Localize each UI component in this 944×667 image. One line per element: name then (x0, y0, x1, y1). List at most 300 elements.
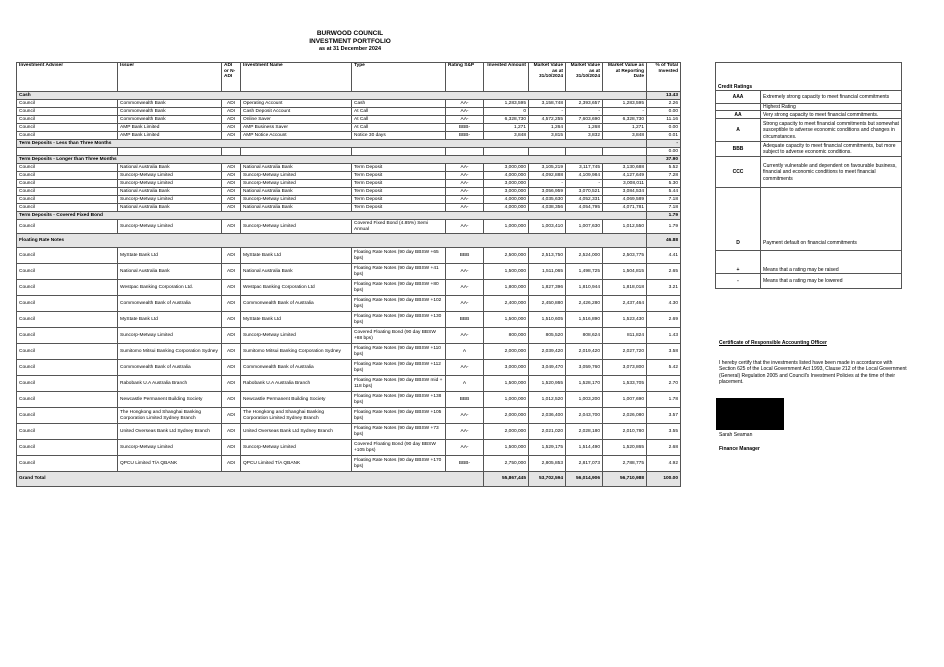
cell-type: Floating Rate Notes (90 day BBSW +80 bps) (352, 280, 446, 296)
table-row (17, 108, 681, 116)
col-adviser: Investment Adviser (17, 63, 118, 92)
cell-pct: 1.78 (647, 392, 681, 408)
cell-pct: 2.26 (647, 100, 681, 108)
cell-adi: ADI (222, 108, 241, 116)
cell-pct: 5.42 (647, 360, 681, 376)
section-pct: 1.79 (647, 212, 681, 220)
cell-adi: ADI (222, 196, 241, 204)
cell-name: Cash Deposit Account (241, 108, 352, 116)
section-cash (17, 92, 681, 100)
rating-code: - (716, 274, 761, 289)
cell-invested: 4,000,000 (484, 196, 529, 204)
cell-rating: AA- (446, 180, 484, 188)
cell-mv2: 3,832 (566, 132, 603, 140)
table-row (17, 180, 681, 188)
blank-pct: 0.00 (647, 148, 681, 156)
table-row (17, 164, 681, 172)
cell-adviser: Council (17, 296, 118, 312)
cell-mv1: 3,815 (529, 132, 566, 140)
cell-name: Suncorp-Metway Limited (241, 220, 352, 234)
cell-adviser: Council (17, 248, 118, 264)
table-header-row (17, 63, 681, 92)
cell-mv3: 1,271 (603, 124, 647, 132)
cell-mv2: - (566, 180, 603, 188)
rating-code (716, 104, 761, 111)
cell-name: United Overseas Bank Ltd Sydney Branch (241, 424, 352, 440)
cell-adviser: Council (17, 456, 118, 472)
cell-mv2: 3,070,521 (566, 188, 603, 196)
cell-type: At Call (352, 124, 446, 132)
cell-type: Cash (352, 100, 446, 108)
cell-adi: ADI (222, 172, 241, 180)
cell-mv2: 2,019,420 (566, 344, 603, 360)
cell-mv1: 2,039,420 (529, 344, 566, 360)
cell-rating: BBB (446, 312, 484, 328)
rating-desc: Means that a rating may be raised (761, 251, 902, 274)
cell-adi: ADI (222, 408, 241, 424)
cell-mv2: 7,603,690 (566, 116, 603, 124)
cell-adviser: Council (17, 188, 118, 196)
cell-issuer: Suncorp-Metway Limited (118, 328, 222, 344)
cell-pct: 2.70 (647, 376, 681, 392)
cell-pct: 1.79 (647, 220, 681, 234)
cell-adi: ADI (222, 116, 241, 124)
cell-mv3: 1,523,430 (603, 312, 647, 328)
cell-rating: BBB- (446, 132, 484, 140)
cell-mv1: 805,520 (529, 328, 566, 344)
cell-adviser: Council (17, 220, 118, 234)
grand-total-row (17, 472, 681, 487)
cell-invested: 3,000,000 (484, 360, 529, 376)
cell-issuer: Rabobank U.A Australia Branch (118, 376, 222, 392)
cell-type: Term Deposit (352, 180, 446, 188)
table-row (17, 280, 681, 296)
cell-type: Term Deposit (352, 196, 446, 204)
table-row (17, 204, 681, 212)
cell-adi: ADI (222, 204, 241, 212)
cell-adi: ADI (222, 280, 241, 296)
cell-invested: 1,500,000 (484, 376, 529, 392)
cell-name: Sumitomo Mitsui Banking Corporation Sydney (241, 344, 352, 360)
cell-adi: ADI (222, 360, 241, 376)
cell-type: Floating Rate Notes (90 day BBSW +112 bps) (352, 360, 446, 376)
cell-adi: ADI (222, 188, 241, 196)
rating-code: BBB (716, 142, 761, 157)
cell-mv2: 3,059,760 (566, 360, 603, 376)
cell-pct: 0.00 (647, 108, 681, 116)
cell-adi: ADI (222, 424, 241, 440)
col-name: Investment Name (241, 63, 352, 92)
cell-rating: AA- (446, 328, 484, 344)
cell-mv2: - (566, 108, 603, 116)
cell-type: Floating Rate Notes (90 day BBSW +130 bps) (352, 312, 446, 328)
section-title: Floating Rate Notes (17, 234, 647, 248)
cell-name: Suncorp-Metway Limited (241, 196, 352, 204)
section-td-short (17, 140, 681, 148)
cell-mv1: 4,092,888 (529, 172, 566, 180)
table-row (17, 248, 681, 264)
cell-issuer: Commonwealth Bank of Australia (118, 296, 222, 312)
cell-mv2: 1,498,725 (566, 264, 603, 280)
cell-name: National Australia Bank (241, 204, 352, 212)
cell-invested: 4,000,000 (484, 172, 529, 180)
cell-mv1: 1,264 (529, 124, 566, 132)
col-invested: Invested Amount (484, 63, 529, 92)
credit-ratings-title: Credit Ratings (716, 63, 761, 91)
cell-mv3: 3,073,800 (603, 360, 647, 376)
table-row (17, 344, 681, 360)
cell-pct: 7.18 (647, 204, 681, 212)
table-row (17, 456, 681, 472)
cell-adviser: Council (17, 328, 118, 344)
credit-rating-row (716, 251, 902, 274)
cell-pct: 0.01 (647, 132, 681, 140)
cell-issuer: National Australia Bank (118, 264, 222, 280)
cell-rating: AA- (446, 116, 484, 124)
grand-total-pct: 100.00 (647, 472, 681, 487)
cell-mv1: 2,021,020 (529, 424, 566, 440)
rating-code: AA (716, 111, 761, 119)
cell-name: Commonwealth Bank of Australia (241, 360, 352, 376)
cell-invested: 2,000,000 (484, 344, 529, 360)
cell-adviser: Council (17, 344, 118, 360)
table-row (17, 220, 681, 234)
cell-mv3: - (603, 108, 647, 116)
cell-type: Floating Rate Notes (90 day BBSW mid + 118 bps) (352, 376, 446, 392)
cell-adviser: Council (17, 196, 118, 204)
cell-mv3: 1,504,815 (603, 264, 647, 280)
cell-name: Online Saver (241, 116, 352, 124)
credit-rating-row (716, 157, 902, 188)
section-pct: 46.88 (647, 234, 681, 248)
cell-issuer: National Australia Bank (118, 204, 222, 212)
cell-mv3: 2,437,464 (603, 296, 647, 312)
cell-mv2: 4,054,795 (566, 204, 603, 212)
cell-adviser: Council (17, 360, 118, 376)
cell-issuer: AMP Bank Limited (118, 124, 222, 132)
cell-mv3: 3,008,011 (603, 180, 647, 188)
cell-adviser: Council (17, 280, 118, 296)
cell-rating: AA- (446, 296, 484, 312)
cell-rating: A (446, 376, 484, 392)
cell-rating: AA- (446, 424, 484, 440)
cell-name: Commonwealth Bank of Australia (241, 296, 352, 312)
cell-mv1: 3,049,470 (529, 360, 566, 376)
grand-total-invested: 55,867,445 (484, 472, 529, 487)
table-row (17, 172, 681, 180)
table-row (17, 392, 681, 408)
cell-adi: ADI (222, 296, 241, 312)
cell-mv3: 4,069,589 (603, 196, 647, 204)
cell-rating: BBB (446, 392, 484, 408)
table-row (17, 116, 681, 124)
cell-issuer: Suncorp-Metway Limited (118, 196, 222, 204)
cell-mv3: 3,848 (603, 132, 647, 140)
cell-mv3: 2,027,720 (603, 344, 647, 360)
cell-issuer: United Overseas Bank Ltd Sydney Branch (118, 424, 222, 440)
cell-adviser: Council (17, 132, 118, 140)
credit-rating-row (716, 274, 902, 289)
cell-adviser: Council (17, 180, 118, 188)
cell-adviser: Council (17, 164, 118, 172)
cell-pct: 1.43 (647, 328, 681, 344)
cell-invested: 1,800,000 (484, 280, 529, 296)
cell-rating: AA- (446, 360, 484, 376)
cell-type: At Call (352, 108, 446, 116)
cell-name: Suncorp-Metway Limited (241, 180, 352, 188)
cell-adi: ADI (222, 344, 241, 360)
cell-name: MyState Bank Ltd (241, 312, 352, 328)
cell-mv1: 3,105,219 (529, 164, 566, 172)
cell-issuer: Commonwealth Bank (118, 108, 222, 116)
table-row (17, 408, 681, 424)
cell-type: Floating Rate Notes (90 day BBSW +110 bps) (352, 344, 446, 360)
table-row (17, 124, 681, 132)
cell-mv3: 1,520,865 (603, 440, 647, 456)
table-row (17, 188, 681, 196)
cell-adi: ADI (222, 456, 241, 472)
cell-type: Floating Rate Notes (90 day BBSW +138 bps) (352, 392, 446, 408)
credit-ratings-header (716, 63, 902, 91)
report-subtitle: INVESTMENT PORTFOLIO (309, 38, 391, 45)
section-pct: 13.43 (647, 92, 681, 100)
cell-type: Term Deposit (352, 204, 446, 212)
cell-invested: 3,000,000 (484, 188, 529, 196)
rating-desc: Adequate capacity to meet financial commitments, but more subject to adverse economic conditions. (761, 142, 902, 157)
cell-mv2: 2,028,180 (566, 424, 603, 440)
cell-mv3: 1,007,690 (603, 392, 647, 408)
cell-invested: 1,283,595 (484, 100, 529, 108)
cell-mv3: 1,533,705 (603, 376, 647, 392)
cell-mv1: 1,003,410 (529, 220, 566, 234)
credit-rating-row (716, 119, 902, 142)
cell-type: Term Deposit (352, 164, 446, 172)
rating-desc: Highest Rating (761, 104, 902, 111)
cell-name: Operating Account (241, 100, 352, 108)
cell-pct: 5.30 (647, 180, 681, 188)
report-date: as at 31 December 2024 (318, 46, 382, 52)
table-row (17, 312, 681, 328)
cell-mv2: 1,810,944 (566, 280, 603, 296)
cell-mv1: 4,572,255 (529, 116, 566, 124)
cell-rating: AA- (446, 280, 484, 296)
cell-invested: 4,000,000 (484, 204, 529, 212)
cell-rating: BBB- (446, 456, 484, 472)
cell-mv3: 811,824 (603, 328, 647, 344)
cell-name: Westpac Banking Corporation Ltd (241, 280, 352, 296)
cell-rating: AA- (446, 408, 484, 424)
rating-desc: Means that a rating may be lowered (761, 274, 902, 289)
cell-mv1: 3,158,748 (529, 100, 566, 108)
cell-invested: 2,400,000 (484, 296, 529, 312)
col-mv2: Market Value as at 31/10/2024 (566, 63, 603, 92)
cell-mv2: 1,528,170 (566, 376, 603, 392)
table-row-blank (17, 148, 681, 156)
section-title: Term Deposits - Longer than Three Months (17, 156, 647, 164)
cell-mv3: 3,084,534 (603, 188, 647, 196)
table-row (17, 264, 681, 280)
cell-mv2: 808,624 (566, 328, 603, 344)
cell-rating: AA- (446, 172, 484, 180)
grand-total-label: Grand Total (17, 472, 484, 487)
cell-invested: 2,750,000 (484, 456, 529, 472)
cell-issuer: Commonwealth Bank of Australia (118, 360, 222, 376)
table-row (17, 440, 681, 456)
cell-issuer: AMP Bank Limited (118, 132, 222, 140)
cell-invested: 3,848 (484, 132, 529, 140)
cell-type: Notice 30 days (352, 132, 446, 140)
cell-pct: 3.21 (647, 280, 681, 296)
cell-issuer: National Australia Bank (118, 164, 222, 172)
cell-pct: 2.65 (647, 264, 681, 280)
rating-desc: Extremely strong capacity to meet financial commitments (761, 91, 902, 104)
cell-invested: 1,000,000 (484, 392, 529, 408)
section-title: Term Deposits - Covered Fixed Bond (17, 212, 647, 220)
cell-mv2: 3,117,745 (566, 164, 603, 172)
cell-adi: ADI (222, 440, 241, 456)
cell-adi: ADI (222, 132, 241, 140)
cell-type: Covered Floating Bond (90 day BBSW +88 bps) (352, 328, 446, 344)
cell-issuer: Suncorp-Metway Limited (118, 180, 222, 188)
cell-pct: 5.52 (647, 164, 681, 172)
cell-name: National Australia Bank (241, 164, 352, 172)
cell-adviser: Council (17, 100, 118, 108)
cell-mv3: 3,130,688 (603, 164, 647, 172)
cell-mv1: 3,056,959 (529, 188, 566, 196)
cell-adviser: Council (17, 392, 118, 408)
rating-code: + (716, 251, 761, 274)
rating-desc: Payment default on financial commitments (761, 188, 902, 251)
cell-name: National Australia Bank (241, 188, 352, 196)
cell-name: AMP Business Saver (241, 124, 352, 132)
cell-mv1: 1,012,520 (529, 392, 566, 408)
cell-pct: 4.30 (647, 296, 681, 312)
cell-name: Rabobank U.A Australia Branch (241, 376, 352, 392)
rating-code: D (716, 188, 761, 251)
cell-mv2: 2,817,073 (566, 456, 603, 472)
col-pct: % of Total Invested (647, 63, 681, 92)
cell-mv3: 6,328,730 (603, 116, 647, 124)
cell-mv2: 2,043,700 (566, 408, 603, 424)
cell-rating: AA- (446, 204, 484, 212)
credit-rating-row (716, 91, 902, 104)
certificate-title: Certificate of Responsible Accounting Officer (719, 340, 827, 346)
cell-rating: AA- (446, 220, 484, 234)
cell-rating: BBB- (446, 124, 484, 132)
cell-rating: AA- (446, 264, 484, 280)
table-row (17, 296, 681, 312)
cell-mv2: 2,426,280 (566, 296, 603, 312)
cell-pct: 11.16 (647, 116, 681, 124)
cell-invested: 3,000,000 (484, 164, 529, 172)
report-header (0, 30, 700, 53)
cell-mv1: 4,035,630 (529, 196, 566, 204)
cell-issuer: Suncorp-Metway Limited (118, 172, 222, 180)
cell-mv3: 1,012,550 (603, 220, 647, 234)
cell-adviser: Council (17, 116, 118, 124)
cell-type: Floating Rate Notes (90 day BBSW +170 bps) (352, 456, 446, 472)
cell-invested: 1,500,000 (484, 264, 529, 280)
col-mv1: Market Value as at 31/10/2024 (529, 63, 566, 92)
cell-invested: 2,500,000 (484, 248, 529, 264)
cell-adi: ADI (222, 376, 241, 392)
cell-adi: ADI (222, 124, 241, 132)
cell-pct: 3.57 (647, 408, 681, 424)
cell-adi: ADI (222, 164, 241, 172)
cell-invested: 2,000,000 (484, 408, 529, 424)
cell-adi: ADI (222, 312, 241, 328)
rating-code: CCC (716, 157, 761, 188)
cell-rating: AA- (446, 196, 484, 204)
cell-mv1: 1,511,065 (529, 264, 566, 280)
cell-mv2: 4,052,331 (566, 196, 603, 204)
table-row (17, 376, 681, 392)
cell-adviser: Council (17, 172, 118, 180)
col-type: Type (352, 63, 446, 92)
signature-redacted (716, 398, 784, 430)
cell-mv1: 1,827,396 (529, 280, 566, 296)
section-covered (17, 212, 681, 220)
cell-pct: 4.92 (647, 456, 681, 472)
cell-adi: ADI (222, 392, 241, 408)
cell-name: Suncorp-Metway Limited (241, 328, 352, 344)
cell-mv2: 2,524,000 (566, 248, 603, 264)
cell-mv1: 2,450,880 (529, 296, 566, 312)
cell-adi: ADI (222, 100, 241, 108)
cell-rating: AA- (446, 440, 484, 456)
cell-issuer: MyState Bank Ltd (118, 312, 222, 328)
investment-portfolio-table (16, 62, 681, 487)
cell-mv3: 2,503,775 (603, 248, 647, 264)
cell-type: Floating Rate Notes (90 day BBSW +73 bps) (352, 424, 446, 440)
cell-mv2: 4,109,984 (566, 172, 603, 180)
cell-issuer: MyState Bank Ltd (118, 248, 222, 264)
col-issuer: Issuer (118, 63, 222, 92)
cell-mv2: 1,007,630 (566, 220, 603, 234)
cell-adviser: Council (17, 408, 118, 424)
cell-adviser: Council (17, 204, 118, 212)
cell-type: Term Deposit (352, 172, 446, 180)
table-row (17, 196, 681, 204)
cell-type: Covered Floating Bond (90 day BBSW +105 bps) (352, 440, 446, 456)
certificate (719, 340, 909, 385)
cell-pct: 7.28 (647, 172, 681, 180)
cell-rating: A (446, 344, 484, 360)
cell-issuer: National Australia Bank (118, 188, 222, 196)
cell-mv2: 1,514,490 (566, 440, 603, 456)
cell-mv2: 1,268 (566, 124, 603, 132)
col-mv3: Market Value as at Reporting Date (603, 63, 647, 92)
cell-invested: 1,500,000 (484, 312, 529, 328)
cell-name: The Hongkong and Shanghai Banking Corporation Limited Sydney Branch (241, 408, 352, 424)
cell-invested: 1,000,000 (484, 220, 529, 234)
report-title: BURWOOD COUNCIL (316, 30, 384, 37)
cell-adviser: Council (17, 108, 118, 116)
grand-total-mv3: 56,710,988 (603, 472, 647, 487)
certificate-text: I hereby certify that the investments listed have been made in accordance with Section 625 of the Local Government Act 1993, Clause 212 of the Local Government (General) Regulation 2005 and Council's Investment Policies at the time of their placement. (719, 360, 907, 385)
cell-mv1: 1,529,175 (529, 440, 566, 456)
cell-mv3: 4,127,649 (603, 172, 647, 180)
credit-rating-row (716, 188, 902, 251)
cell-pct: 5.44 (647, 188, 681, 196)
cell-issuer: Westpac Banking Corporation Ltd. (118, 280, 222, 296)
section-td-long (17, 156, 681, 164)
cell-type: Floating Rate Notes (90 day BBSW +102 bps) (352, 296, 446, 312)
rating-desc: Currently vulnerable and dependent on favourable business, financial and economic conditions to meet financial commitments (761, 157, 902, 188)
cell-rating: BBB (446, 248, 484, 264)
cell-mv3: 2,026,080 (603, 408, 647, 424)
cell-mv3: 2,010,780 (603, 424, 647, 440)
